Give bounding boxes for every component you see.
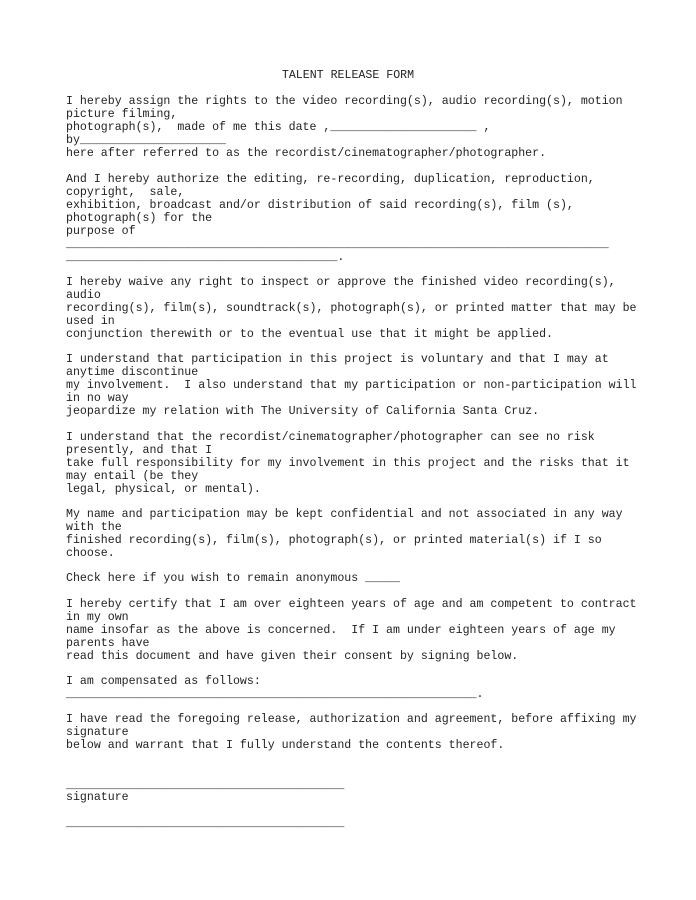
age-line-3: name insofar as the above is concerned. If I am under eighteen years of age my: [66, 624, 616, 637]
waive-line-2: audio: [66, 289, 101, 302]
risk-line-2: presently, and that I: [66, 444, 213, 457]
voluntary-line-1: I understand that participation in this project is voluntary and that I may at: [66, 353, 609, 366]
voluntary-line-4: in no way: [66, 392, 129, 405]
risk-line-4: may entail (be they: [66, 470, 199, 483]
assign-rights-line-4: by_____________________: [66, 134, 227, 147]
second-signature-line[interactable]: ________________________________________: [66, 817, 345, 830]
risk-line-3: take full responsibility for my involvement in this project and the risks that it: [66, 457, 630, 470]
age-line-2: in my own: [66, 611, 129, 624]
authorize-line-1: And I hereby authorize the editing, re-recording, duplication, reproduction,: [66, 173, 595, 186]
age-line-5: read this document and have given their consent by signing below.: [66, 650, 519, 663]
voluntary-line-3: my involvement. I also understand that my participation or non-participation will: [66, 379, 637, 392]
age-line-4: parents have: [66, 637, 150, 650]
assign-rights-line-5: here after referred to as the recordist/cinematographer/photographer.: [66, 147, 547, 160]
purpose-blank-line-1: ______________________________________________________________________________: [66, 238, 609, 251]
assign-rights-line-3: photograph(s), made of me this date ,_____________________ ,: [66, 121, 491, 134]
certify-line-3: below and warrant that I fully understand the contents thereof.: [66, 739, 505, 752]
waive-line-5: conjunction therewith or to the eventual use that it might be applied.: [66, 328, 554, 341]
waive-line-3: recording(s), film(s), soundtrack(s), photograph(s), or printed matter that may be: [66, 302, 637, 315]
authorize-line-4: photograph(s) for the: [66, 212, 213, 225]
confidential-line-4: choose.: [66, 547, 115, 560]
voluntary-line-2: anytime discontinue: [66, 366, 199, 379]
authorize-line-5: purpose of: [66, 225, 136, 238]
waive-line-4: used in: [66, 315, 115, 328]
compensation-label: I am compensated as follows:: [66, 675, 261, 688]
confidential-line-2: with the: [66, 521, 122, 534]
signature-label: signature: [66, 791, 129, 804]
form-title: TALENT RELEASE FORM: [281, 69, 415, 82]
signature-line[interactable]: ________________________________________: [66, 779, 345, 792]
confidential-line-1: My name and participation may be kept confidential and not associated in any way: [66, 508, 623, 521]
certify-line-2: signature: [66, 726, 129, 739]
certify-line-1: I have read the foregoing release, authorization and agreement, before affixing my: [66, 713, 637, 726]
authorize-line-2: copyright, sale,: [66, 186, 185, 199]
risk-line-1: I understand that the recordist/cinematographer/photographer can see no risk: [66, 431, 595, 444]
assign-rights-line-1: I hereby assign the rights to the video recording(s), audio recording(s), motion: [66, 95, 623, 108]
anonymous-checkbox-line[interactable]: Check here if you wish to remain anonymous _____: [66, 572, 400, 585]
purpose-blank-line-2: _______________________________________.: [66, 251, 345, 264]
compensation-blank[interactable]: ___________________________________________________________.: [66, 688, 484, 701]
age-line-1: I hereby certify that I am over eighteen years of age and am competent to contract: [66, 598, 637, 611]
risk-line-5: legal, physical, or mental).: [66, 483, 261, 496]
waive-line-1: I hereby waive any right to inspect or approve the finished video recording(s),: [66, 276, 616, 289]
authorize-line-3: exhibition, broadcast and/or distribution of said recording(s), film (s),: [66, 199, 574, 212]
voluntary-line-5: jeopardize my relation with The University of California Santa Cruz.: [66, 405, 540, 418]
confidential-line-3: finished recording(s), film(s), photograph(s), or printed material(s) if I so: [66, 534, 602, 547]
assign-rights-line-2: picture filming,: [66, 108, 178, 121]
